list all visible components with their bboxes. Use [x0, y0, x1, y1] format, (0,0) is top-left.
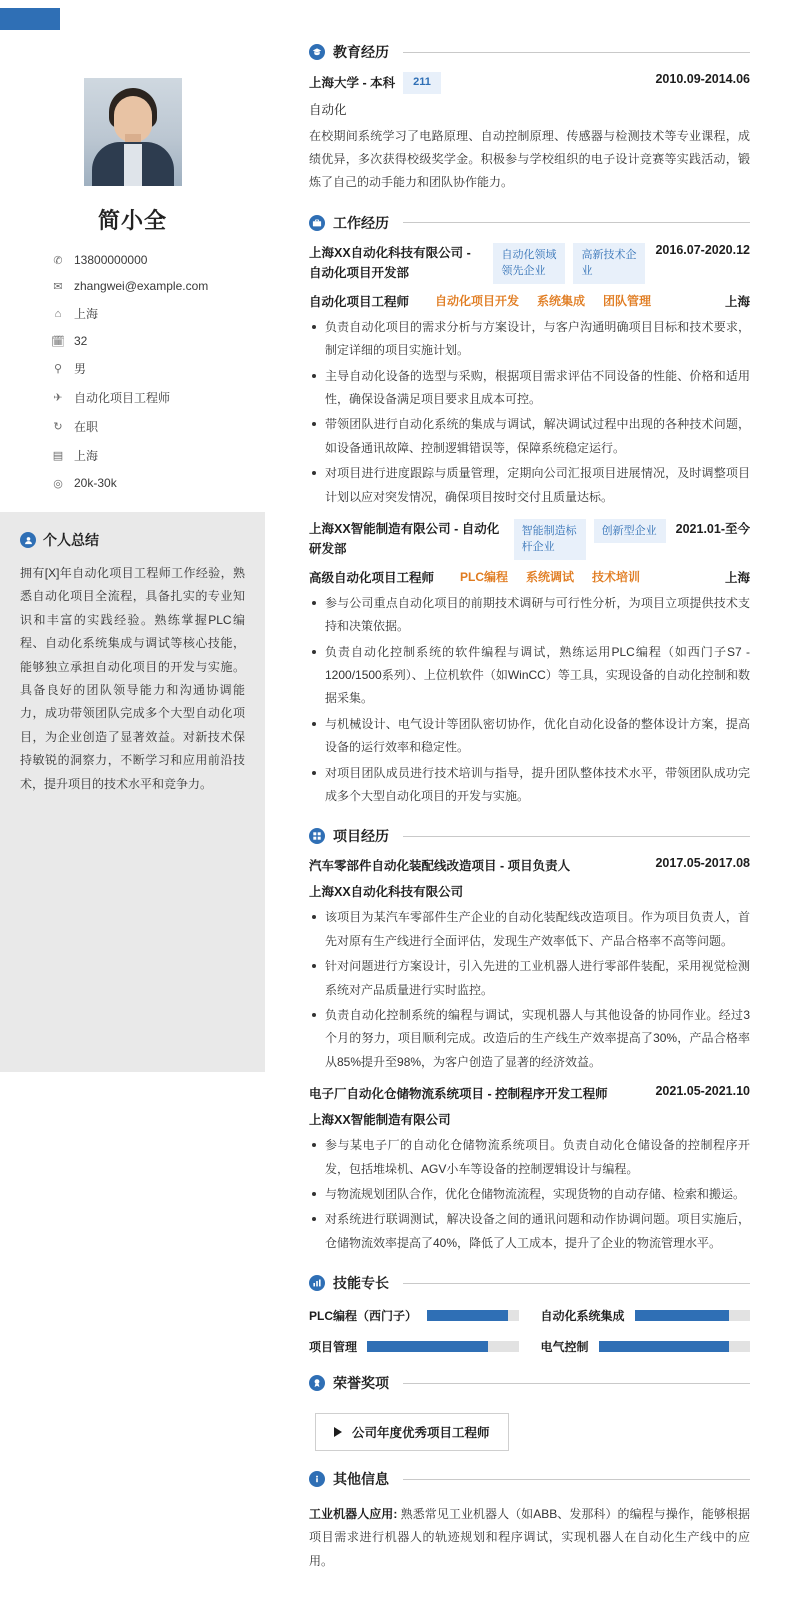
divider [403, 1283, 750, 1284]
education-school: 上海大学 - 本科 211 [309, 72, 441, 94]
work-tag: 创新型企业 [594, 519, 666, 544]
list-item: 对系统进行联调测试，解决设备之间的通讯问题和动作协调问题。项目实施后，仓储物流效率提高了40%，降低了人工成本，提升了企业的物流管理水平。 [309, 1208, 750, 1255]
home-icon: ⌂ [54, 307, 62, 320]
contact-value-email: zhangwei@example.com [74, 279, 209, 293]
work-tag: 智能制造标杆企业 [514, 519, 586, 560]
projects-header [309, 826, 750, 846]
list-item: 负责自动化控制系统的软件编程与调试，熟练运用PLC编程（如西门子S7 - 1200/1500系列）、上位机软件（如WinCC）等工具，实现设备的自动化控制和数据采集。 [309, 641, 750, 711]
gender-icon: ⚲ [53, 363, 63, 375]
honors-title: 荣誉奖项 [333, 1375, 389, 1392]
project-bullets [309, 1134, 750, 1255]
skills-grid [309, 1307, 750, 1355]
accent-bar [0, 8, 60, 30]
skill-bar [367, 1341, 518, 1352]
project-item [309, 1084, 750, 1255]
project-title: 电子厂自动化仓储物流系统项目 - 控制程序开发工程师 [309, 1087, 608, 1102]
contact-item-position [50, 389, 265, 406]
contact-item-status [50, 418, 265, 435]
salary-icon: ◎ [53, 477, 63, 490]
work-skill-tag: PLC编程 [460, 570, 509, 585]
work-bullets [309, 592, 750, 809]
work-date: 2021.01-至今 [675, 521, 750, 536]
summary-header [20, 530, 245, 550]
contact-item-phone [50, 253, 265, 267]
list-item: 负责自动化项目的需求分析与方案设计，与客户沟通明确项目目标和技术要求，制定详细的项目实施计划。 [309, 316, 750, 363]
education-date: 2010.09-2014.06 [655, 72, 750, 86]
others-header [309, 1469, 750, 1489]
divider [403, 52, 750, 53]
work-skill-tag: 系统调试 [526, 570, 575, 585]
skill-item [309, 1307, 519, 1324]
skill-label: 电气控制 [540, 1340, 589, 1355]
work-location: 上海 [724, 570, 750, 585]
others-title: 其他信息 [333, 1471, 389, 1488]
mail-icon: ✉ [53, 280, 63, 293]
skill-bar [427, 1310, 518, 1321]
contact-value-status: 在职 [74, 420, 99, 434]
summary-text: 拥有[X]年自动化项目工程师工作经验，熟悉自动化项目全流程，具备扎实的专业知识和丰富的实践经验。熟练掌握PLC编程、自动化系统集成与调试等核心技能，能够独立承担自动化项目的开发与实施。具备良好的团队领导能力和沟通协调能力，成功带领团队完成多个大型自动化项目，为企业创造了显著效益。对新技术保持敏锐的洞察力，不断学习和应用前沿技术，提升项目的技术水平和竞争力。 [20, 566, 245, 791]
contact-value-city: 上海 [74, 307, 99, 321]
others-text: 熟悉常见工业机器人（如ABB、发那科）的编程与操作，能够根据项目需求进行机器人的轨迹规划和程序调试，实现机器人在自动化生产线中的应用。 [309, 1507, 750, 1568]
skill-item [541, 1307, 751, 1324]
contact-value-position: 自动化项目工程师 [74, 391, 171, 405]
work-role: 高级自动化项目工程师 [309, 570, 435, 585]
list-item: 负责自动化控制系统的编程与调试，实现机器人与其他设备的协同作业。经过3个月的努力，项目顺利完成。改造后的生产线生产效率提高了30%，产品合格率从85%提升至98%，为客户创造了显著的经济效益。 [309, 1004, 750, 1074]
work-company: 上海XX智能制造有限公司 - 自动化研发部 [309, 521, 500, 556]
work-tags [514, 519, 666, 560]
list-item: 带领团队进行自动化系统的集成与调试，解决调试过程中出现的各种技术问题，如设备通讯故障、控制逻辑错误等，保障系统稳定运行。 [309, 413, 750, 460]
status-icon: ↻ [53, 421, 63, 433]
work-skill-tags [435, 292, 715, 309]
contact-value-phone: 13800000000 [74, 253, 148, 267]
skill-item [541, 1338, 751, 1355]
award-icon [309, 1375, 325, 1391]
project-item [309, 856, 750, 1074]
section-honors [309, 1373, 750, 1451]
list-item: 参与公司重点自动化项目的前期技术调研与可行性分析，为项目立项提供技术支持和决策依据。 [309, 592, 750, 639]
work-role: 自动化项目工程师 [309, 294, 410, 309]
phone-icon: ✆ [53, 254, 63, 267]
section-projects [309, 826, 750, 1255]
list-item: 对项目团队成员进行技术培训与指导，提升团队整体技术水平，带领团队成功完成多个大型自动化项目的开发与实施。 [309, 762, 750, 809]
education-item [309, 72, 750, 195]
project-date: 2017.05-2017.08 [655, 856, 750, 871]
list-item: 与机械设计、电气设计等团队密切协作，优化自动化设备的整体设计方案，提高设备的运行效率和稳定性。 [309, 713, 750, 760]
calendar-icon: 🗓 [51, 335, 65, 348]
grid-icon [309, 828, 325, 844]
work-tag: 自动化领域领先企业 [493, 243, 565, 284]
list-item: 针对问题进行方案设计，引入先进的工业机器人进行零部件装配，采用视觉检测系统对产品质量进行实时监控。 [309, 955, 750, 1002]
work-item [309, 519, 750, 809]
skill-bar-fill [599, 1341, 729, 1352]
others-text-block [309, 1503, 750, 1573]
list-item: 参与某电子厂的自动化仓储物流系统项目。负责自动化仓储设备的控制程序开发，包括堆垛机、AGV小车等设备的控制逻辑设计与编程。 [309, 1134, 750, 1181]
candidate-name: 简小全 [97, 208, 167, 233]
list-item: 主导自动化设备的选型与采购，根据项目需求评估不同设备的性能、价格和适用性，确保设备满足项目要求且成本可控。 [309, 365, 750, 412]
skill-bar [635, 1310, 750, 1321]
briefcase-icon: ✈ [53, 392, 63, 404]
skills-title: 技能专长 [333, 1275, 389, 1292]
contact-item-city [50, 305, 265, 322]
summary-section [0, 512, 265, 1072]
education-badge: 211 [403, 72, 441, 94]
project-title: 汽车零部件自动化装配线改造项目 - 项目负责人 [309, 859, 571, 874]
contact-value-age: 32 [74, 334, 88, 348]
work-skill-tag: 系统集成 [537, 294, 586, 309]
project-bullets [309, 906, 750, 1074]
work-skill-tag: 自动化项目开发 [435, 294, 520, 309]
divider [403, 222, 750, 223]
skills-header [309, 1273, 750, 1293]
project-company: 上海XX智能制造有限公司 [309, 1113, 451, 1128]
main-content [265, 0, 794, 1607]
skill-bar-fill [635, 1310, 730, 1321]
work-header [309, 213, 750, 233]
section-education [309, 42, 750, 195]
education-major: 自动化 [309, 102, 347, 117]
list-item: 该项目为某汽车零部件生产企业的自动化装配线改造项目。作为项目负责人，首先对原有生产线进行全面评估，发现生产效率低下、产品合格率不高等问题。 [309, 906, 750, 953]
contact-item-location [50, 447, 265, 464]
list-item: 与物流规划团队合作，优化仓储物流流程，实现货物的自动存储、检索和搬运。 [309, 1183, 750, 1206]
avatar [84, 78, 182, 186]
work-tag: 高新技术企业 [573, 243, 645, 284]
skill-label: PLC编程（西门子） [309, 1309, 418, 1324]
skill-label: 项目管理 [309, 1340, 358, 1355]
divider [403, 836, 750, 837]
info-icon [309, 1471, 325, 1487]
work-date: 2016.07-2020.12 [655, 242, 750, 257]
project-date: 2021.05-2021.10 [655, 1084, 750, 1099]
section-work [309, 213, 750, 809]
graduation-cap-icon [309, 44, 325, 60]
skill-label: 自动化系统集成 [540, 1309, 625, 1324]
chart-icon [309, 1275, 325, 1291]
projects-title: 项目经历 [333, 828, 389, 845]
work-skill-tag: 技术培训 [592, 570, 641, 585]
contact-value-salary: 20k-30k [74, 476, 117, 490]
sidebar [0, 0, 265, 1607]
list-item: 对项目进行进度跟踪与质量管理，定期向公司汇报项目进展情况，及时调整项目计划以应对突发情况，确保项目按时交付且质量达标。 [309, 462, 750, 509]
location-icon: ▤ [52, 450, 64, 462]
honors-header [309, 1373, 750, 1393]
skill-bar [599, 1341, 750, 1352]
education-header [309, 42, 750, 62]
section-others [309, 1469, 750, 1573]
divider [403, 1479, 750, 1480]
contact-value-gender: 男 [74, 362, 87, 376]
honor-item [315, 1413, 509, 1451]
work-bullets [309, 316, 750, 509]
work-company: 上海XX自动化科技有限公司 - 自动化项目开发部 [309, 245, 471, 280]
summary-title: 个人总结 [43, 532, 99, 548]
contact-item-age [50, 334, 265, 348]
honor-label: 公司年度优秀项目工程师 [352, 1426, 490, 1441]
divider [403, 1383, 750, 1384]
briefcase-icon [309, 215, 325, 231]
work-skill-tag: 团队管理 [603, 294, 652, 309]
skill-bar-fill [427, 1310, 508, 1321]
education-title: 教育经历 [333, 44, 389, 60]
section-skills [309, 1273, 750, 1355]
contact-list [50, 253, 265, 490]
contact-item-gender [50, 360, 265, 377]
work-location: 上海 [724, 294, 750, 309]
education-description: 在校期间系统学习了电路原理、自动控制原理、传感器与检测技术等专业课程，成绩优异，多次获得校级奖学金。积极参与学校组织的电子设计竞赛等实践活动，锻炼了自己的动手能力和团队协作能力。 [309, 128, 750, 190]
user-icon [20, 532, 36, 548]
work-tags [493, 243, 645, 284]
work-skill-tags [460, 568, 715, 585]
work-title: 工作经历 [333, 214, 389, 231]
contact-item-email [50, 279, 265, 293]
play-triangle-icon [334, 1427, 342, 1437]
work-item [309, 243, 750, 509]
skill-bar-fill [367, 1341, 488, 1352]
others-label: 工业机器人应用: [309, 1507, 398, 1522]
skill-item [309, 1338, 519, 1355]
contact-item-salary [50, 476, 265, 490]
contact-value-location: 上海 [74, 449, 99, 463]
project-company: 上海XX自动化科技有限公司 [309, 885, 464, 900]
